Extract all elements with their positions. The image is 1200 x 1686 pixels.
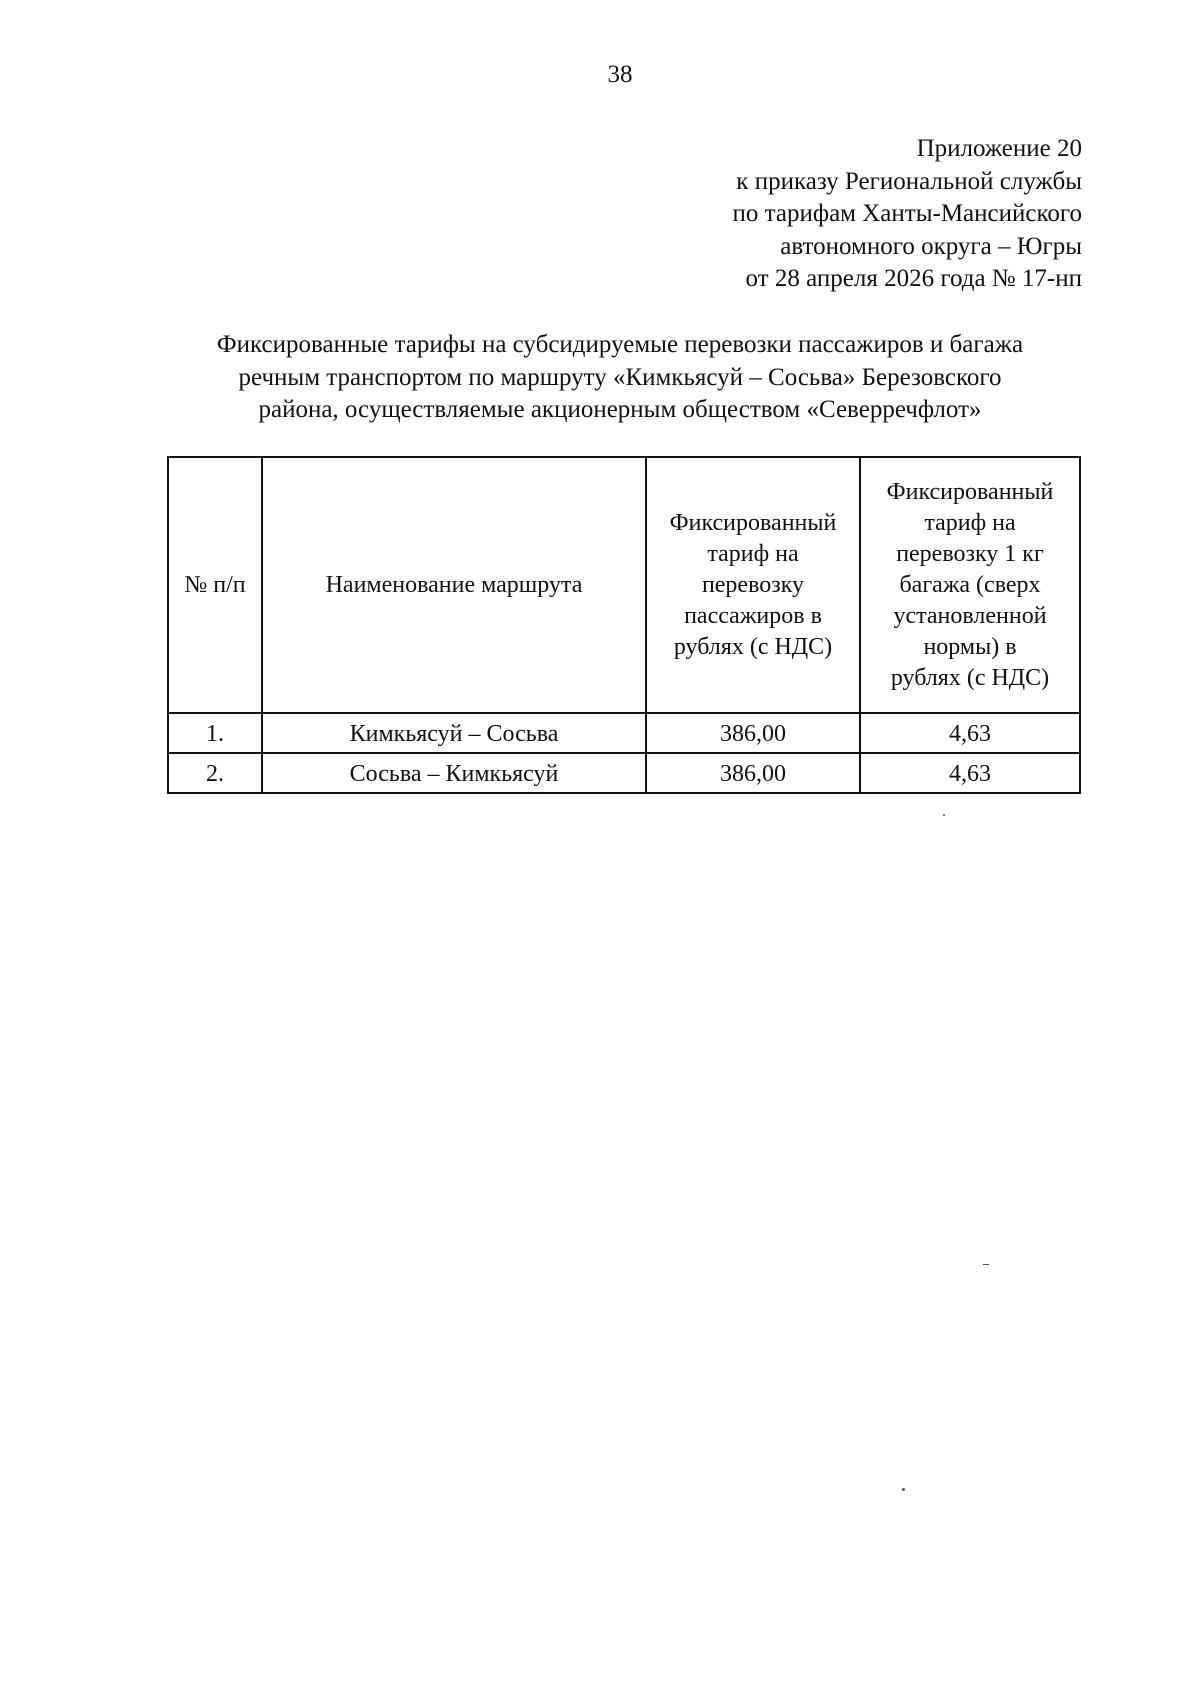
header-line: тариф на (924, 509, 1016, 536)
header-passenger-tariff (646, 457, 860, 713)
header-line: нормы) в (923, 633, 1017, 660)
header-line: установленной (893, 602, 1047, 629)
title-line: речным транспортом по маршруту «Кимкьясуй – Сосьва» Березовского (238, 363, 1002, 391)
table-row (168, 713, 1080, 753)
header-number: № п/п (168, 457, 262, 713)
header-line: Фиксированный (886, 478, 1054, 505)
title-line: Фиксированные тарифы на субсидируемые перевозки пассажиров и багажа (216, 331, 1024, 358)
header-line: Фиксированный (669, 509, 837, 536)
row-route: Кимкьясуй – Сосьва (262, 713, 646, 753)
appendix-line: Приложение 20 (916, 135, 1082, 162)
row-passenger-tariff: 386,00 (646, 713, 860, 753)
row-number: 1. (168, 713, 262, 753)
header-line: тариф на (707, 540, 799, 567)
row-passenger-tariff: 386,00 (646, 753, 860, 793)
appendix-line: к приказу Региональной службы (736, 167, 1082, 195)
appendix-header (733, 133, 1082, 296)
header-line: багажа (сверх (899, 571, 1041, 598)
table-header-row (168, 457, 1080, 713)
appendix-line: автономного округа – Югры (780, 232, 1082, 260)
page-number: 38 (607, 61, 633, 88)
header-baggage-tariff (860, 457, 1080, 713)
scan-speck (902, 1488, 905, 1491)
header-line: перевозку 1 кг (896, 540, 1044, 567)
appendix-line: от 28 апреля 2026 года № 17-нп (745, 265, 1082, 293)
document-title (150, 329, 1090, 427)
scan-speck (983, 1264, 989, 1265)
row-route: Сосьва – Кимкьясуй (262, 753, 646, 793)
scan-speck (943, 814, 945, 816)
row-number: 2. (168, 753, 262, 793)
appendix-line: по тарифам Ханты-Мансийского (732, 200, 1082, 228)
header-line: рублях (с НДС) (890, 664, 1050, 691)
header-line: перевозку (701, 571, 805, 598)
tariff-table (167, 456, 1081, 794)
row-baggage-tariff: 4,63 (860, 753, 1080, 793)
title-line: района, осуществляемые акционерным обществом «Северречфлот» (258, 396, 982, 423)
table-row (168, 753, 1080, 793)
row-baggage-tariff: 4,63 (860, 713, 1080, 753)
header-line: рублях (с НДС) (673, 633, 833, 660)
header-route: Наименование маршрута (262, 457, 646, 713)
header-line: пассажиров в (684, 602, 822, 629)
